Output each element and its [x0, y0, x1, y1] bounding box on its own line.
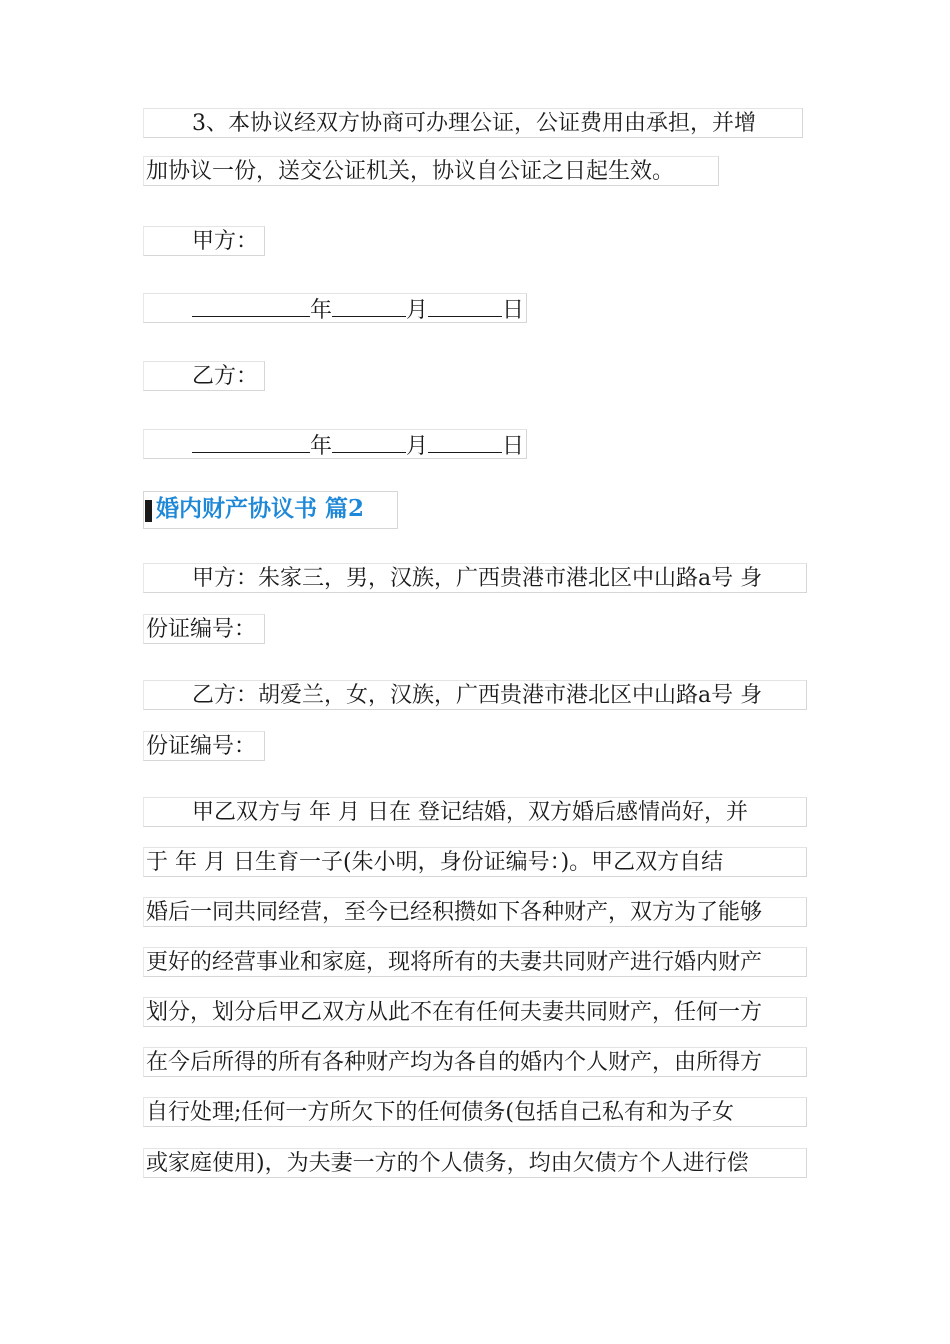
year-label: 年 — [310, 434, 333, 459]
body-line: 更好的经营事业和家庭，现将所有的夫妻共同财产进行婚内财产 — [143, 947, 807, 977]
section-heading: 婚内财产协议书 篇2 — [143, 491, 398, 529]
month-label: 月 — [406, 434, 429, 459]
party-b-info-line-2: 份证编号： — [143, 731, 265, 761]
month-blank — [332, 430, 406, 453]
body-line: 划分，划分后甲乙双方从此不在有任何夫妻共同财产，任何一方 — [143, 997, 807, 1027]
month-label: 月 — [406, 298, 429, 323]
day-label: 日 — [502, 434, 525, 459]
year-label: 年 — [310, 298, 333, 323]
body-line: 于 年 月 日生育一子(朱小明，身份证编号：)。甲乙双方自结 — [143, 847, 807, 877]
party-a-signature-label: 甲方： — [143, 226, 265, 256]
party-a-info-line-1: 甲方：朱家三，男，汉族，广西贵港市港北区中山路a号 身 — [143, 563, 807, 593]
body-line: 自行处理;任何一方所欠下的任何债务(包括自己私有和为子女 — [143, 1097, 807, 1127]
party-a-date-line — [143, 293, 527, 323]
month-blank — [332, 294, 406, 317]
day-label: 日 — [502, 298, 525, 323]
body-line: 在今后所得的所有各种财产均为各自的婚内个人财产，由所得方 — [143, 1047, 807, 1077]
clause-3-line-2: 加协议一份，送交公证机关，协议自公证之日起生效。 — [143, 156, 719, 186]
year-blank — [192, 294, 310, 317]
day-blank — [428, 294, 502, 317]
party-b-info-line-1: 乙方：胡爱兰，女，汉族，广西贵港市港北区中山路a号 身 — [143, 680, 807, 710]
party-b-signature-label: 乙方： — [143, 361, 265, 391]
clause-3-line-1: 3、本协议经双方协商可办理公证，公证费用由承担，并增 — [143, 108, 803, 138]
year-blank — [192, 430, 310, 453]
body-line: 婚后一同共同经营，至今已经积攒如下各种财产，双方为了能够 — [143, 897, 807, 927]
party-a-info-line-2: 份证编号： — [143, 614, 265, 644]
text-cursor-marker — [145, 500, 152, 522]
party-b-date-line — [143, 429, 527, 459]
body-line: 甲乙双方与 年 月 日在 登记结婚，双方婚后感情尚好，并 — [143, 797, 807, 827]
body-line: 或家庭使用)，为夫妻一方的个人债务，均由欠债方个人进行偿 — [143, 1148, 807, 1178]
day-blank — [428, 430, 502, 453]
